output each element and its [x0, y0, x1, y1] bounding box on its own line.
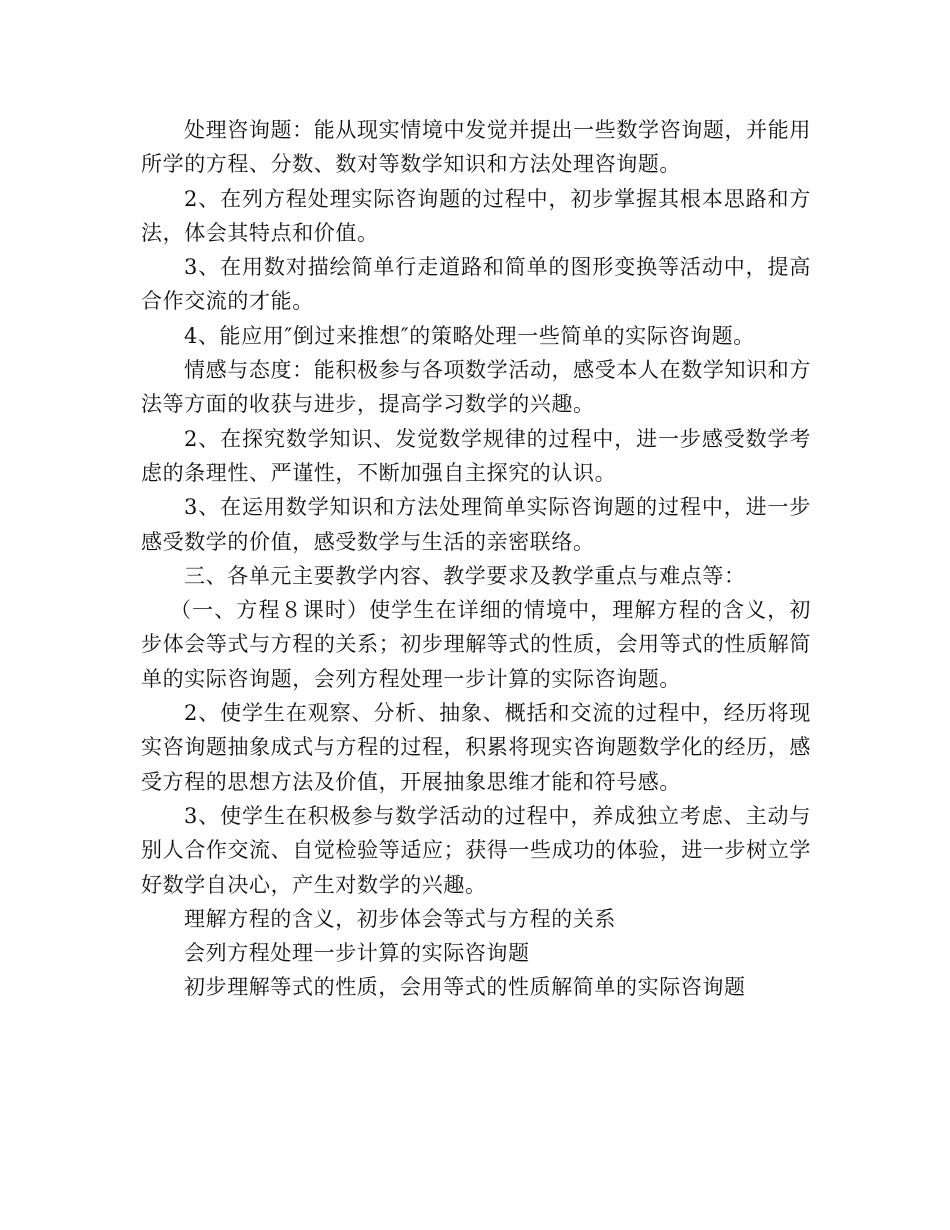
section-heading-units: 三、各单元主要教学内容、教学要求及教学重点与难点等： [184, 563, 746, 588]
key-point-one-step-equation: 会列方程处理一步计算的实际咨询题 [184, 941, 530, 966]
paragraph-equation-method: 2、在列方程处理实际咨询题的过程中，初步掌握其根本思路和方法，体会其特点和价值。 [141, 186, 811, 245]
paragraph-explore-knowledge: 2、在探究数学知识、发觉数学规律的过程中，进一步感受数学考虑的条理性、严谨性，不断加强自主探究的认识。 [141, 426, 811, 485]
document-body [141, 113, 811, 1005]
paragraph-emotion-attitude: 情感与态度：能积极参与各项数学活动，感受本人在数学知识和方法等方面的收获与进步，提高学习数学的兴趣。 [141, 358, 811, 417]
paragraph-observe-analyze: 2、使学生在观察、分析、抽象、概括和交流的过程中，经历将现实咨询题抽象成式与方程的过程，积累将现实咨询题数学化的经历，感受方程的思想方法及价值，开展抽象思维才能和符号感。 [141, 701, 811, 794]
paragraph-reverse-strategy: 4、能应用″倒过来推想″的策略处理一些简单的实际咨询题。 [184, 323, 755, 348]
paragraph-coordinate-activity: 3、在用数对描绘简单行走道路和简单的图形变换等活动中，提高合作交流的才能。 [141, 255, 811, 314]
paragraph-apply-knowledge: 3、在运用数学知识和方法处理简单实际咨询题的过程中，进一步感受数学的价值，感受数学与生活的亲密联络。 [141, 495, 811, 554]
key-point-equality-properties: 初步理解等式的性质，会用等式的性质解简单的实际咨询题 [184, 975, 746, 1000]
paragraph-problem-solving: 处理咨询题：能从现实情境中发觉并提出一些数学咨询题，并能用所学的方程、分数、数对等数学知识和方法处理咨询题。 [141, 118, 811, 177]
paragraph-unit-equation: （一、方程８课时）使学生在详细的情境中，理解方程的含义，初步体会等式与方程的关系；初步理解等式的性质，会用等式的性质解简单的实际咨询题，会列方程处理一步计算的实际咨询题。 [141, 598, 811, 691]
paragraph-active-participation: 3、使学生在积极参与数学活动的过程中，养成独立考虑、主动与别人合作交流、自觉检验等适应；获得一些成功的体验，进一步树立学好数学自决心，产生对数学的兴趣。 [141, 803, 811, 897]
key-point-equation-meaning: 理解方程的含义，初步体会等式与方程的关系 [184, 906, 616, 931]
